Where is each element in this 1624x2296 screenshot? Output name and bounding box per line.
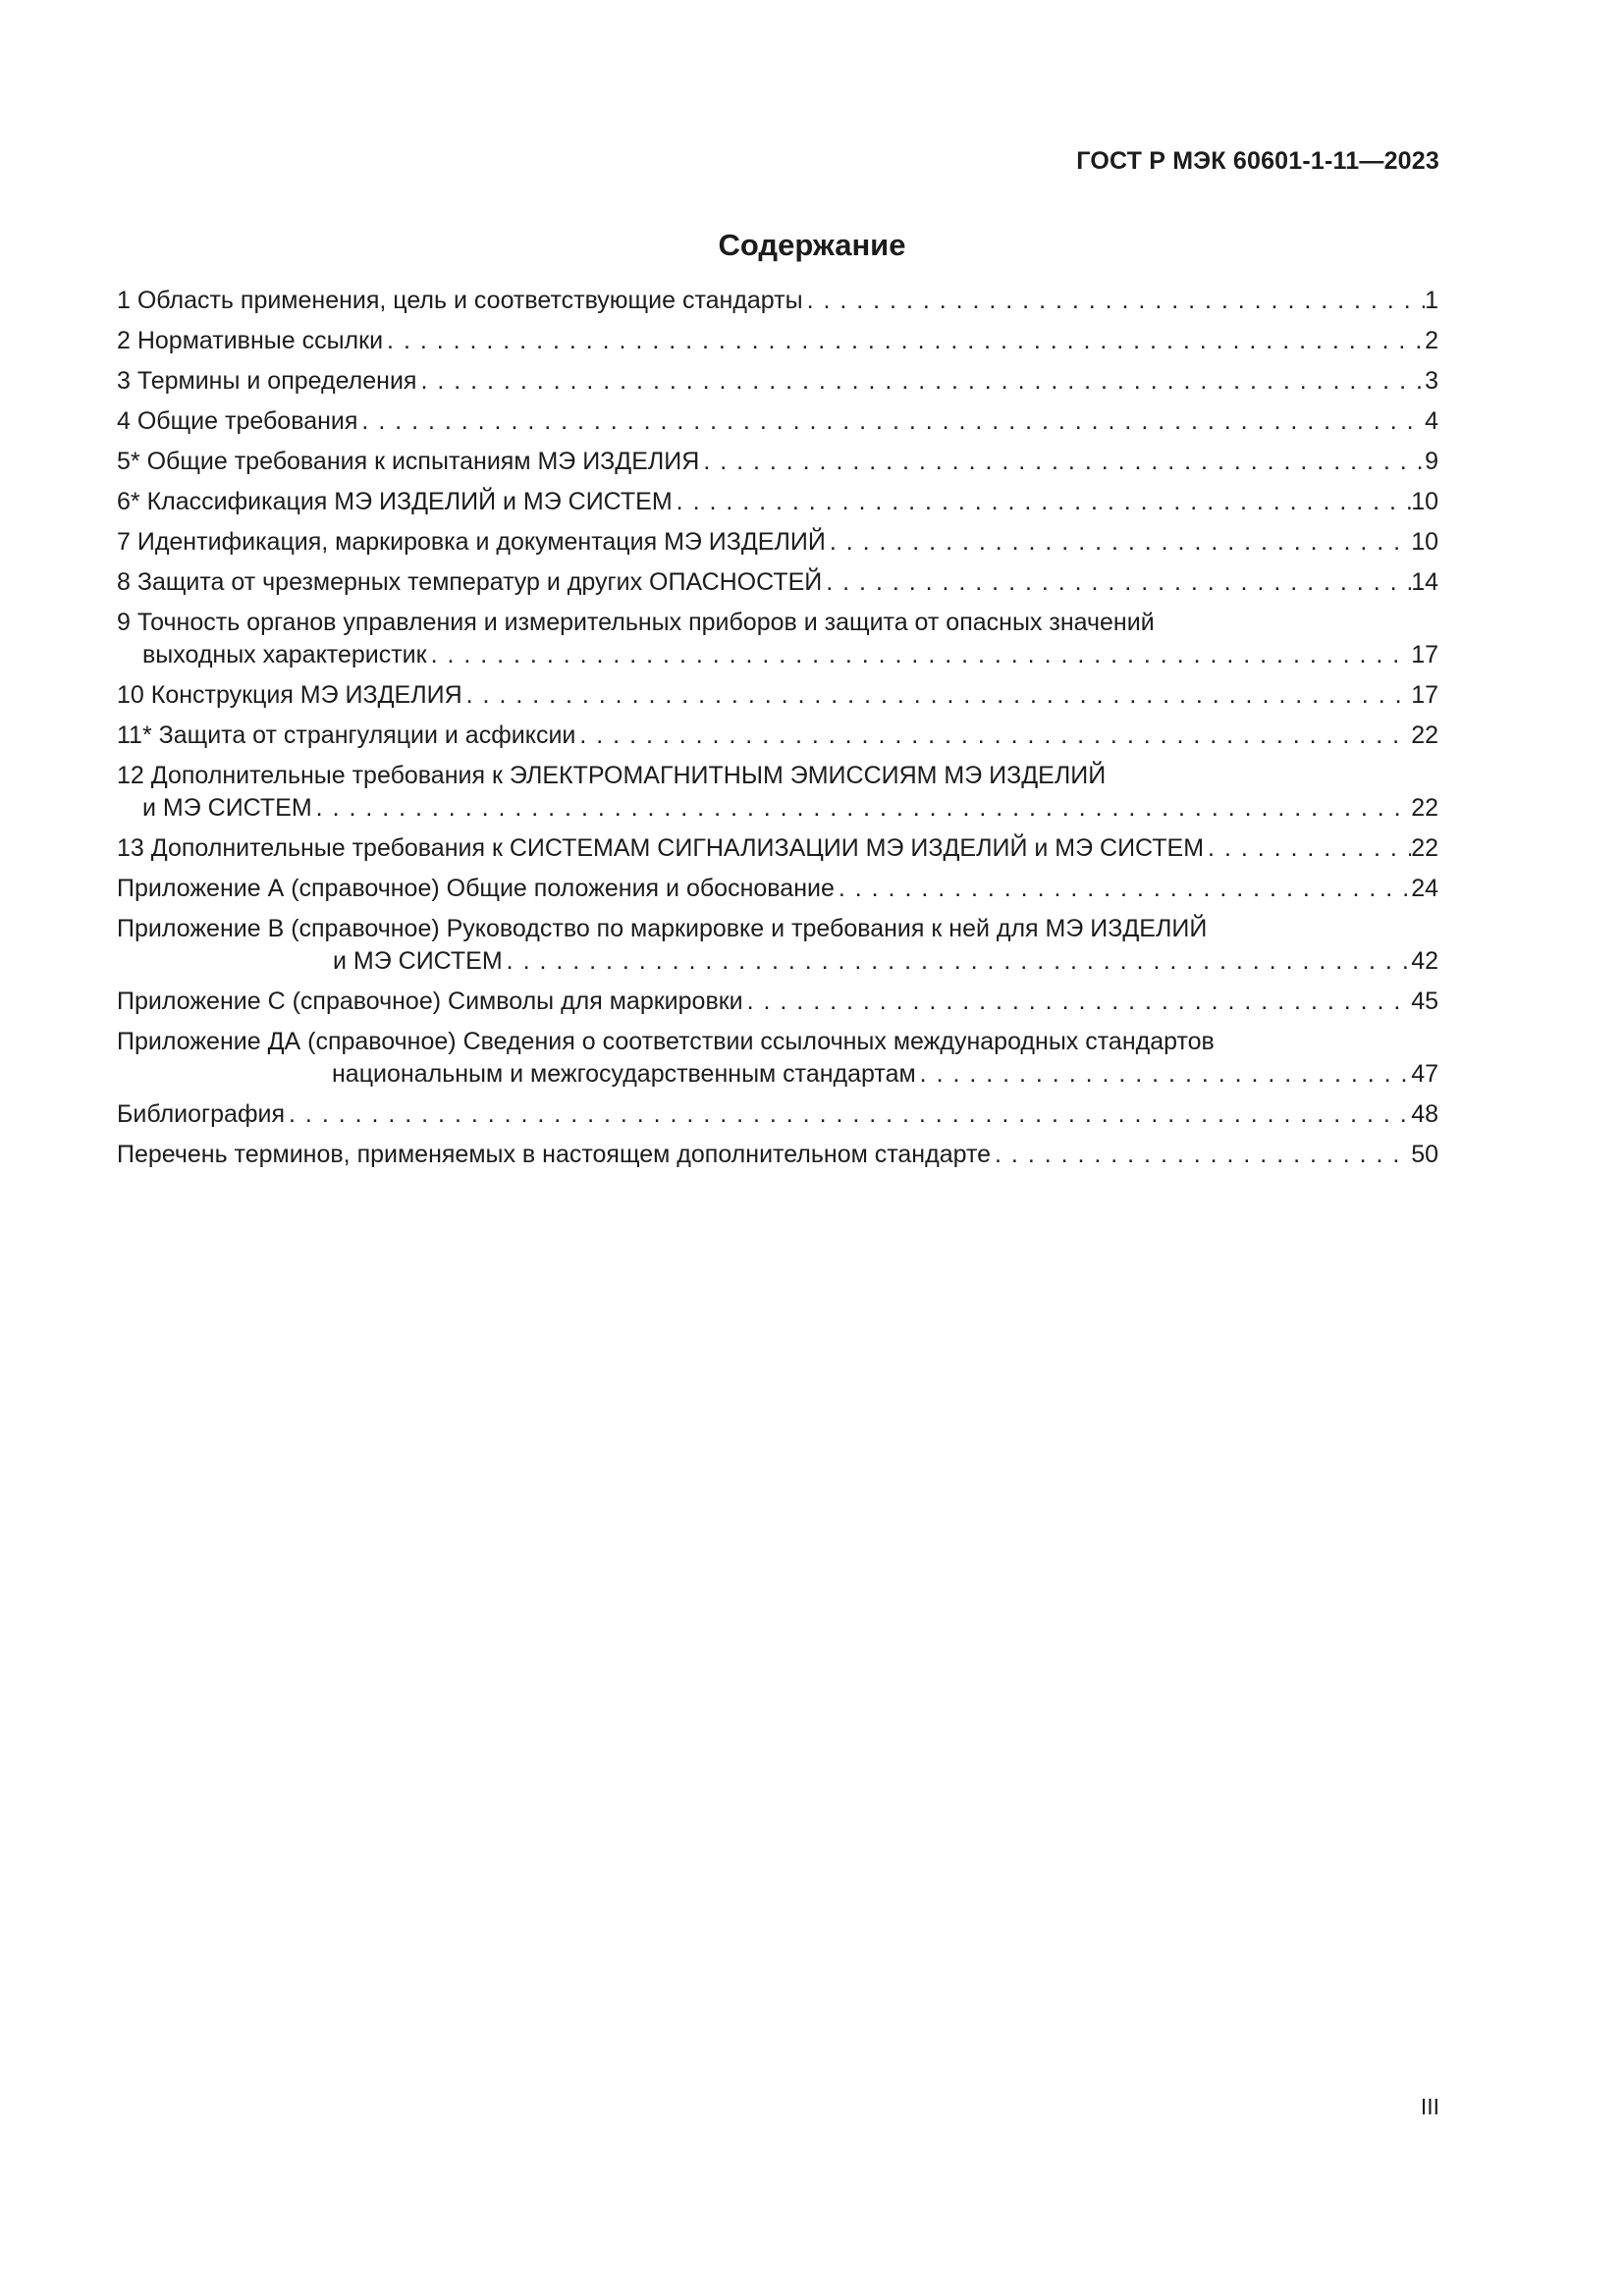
dot-leader [803, 285, 1426, 317]
toc-entry-page: 10 [1411, 488, 1438, 515]
toc-entry-page: 2 [1425, 327, 1438, 354]
dot-leader [357, 405, 1425, 438]
standard-designation: ГОСТ Р МЭК 60601-1-11—2023 [1076, 147, 1439, 175]
toc-entry-page: 50 [1411, 1141, 1438, 1168]
toc-entry-title: 8 Защита от чрезмерных температур и других ОПАСНОСТЕЙ [117, 568, 823, 596]
toc-entry-page: 17 [1411, 641, 1438, 668]
dot-leader [416, 365, 1425, 398]
toc-entry-page: 10 [1411, 528, 1438, 556]
toc-entry-title-continuation: выходных характеристик [142, 641, 427, 668]
toc-entry-title: Приложение В (справочное) Руководство по маркировке и требования к ней для МЭ ИЗДЕЛИЙ [117, 915, 1208, 942]
toc-entry-title: 1 Область применения, цель и соответствующие стандарты [117, 287, 803, 314]
toc-entry-title: 9 Точность органов управления и измерительных приборов и защита от опасных значений [117, 609, 1155, 636]
toc-entry-title: 6* Классификация МЭ ИЗДЕЛИЙ и МЭ СИСТЕМ [117, 488, 673, 515]
toc-entry-annex-c[interactable] [117, 986, 1438, 1018]
toc-entry-section-4[interactable] [117, 405, 1438, 438]
dot-leader [916, 1058, 1412, 1091]
toc-entry-page: 17 [1411, 681, 1438, 709]
toc-entry-title: Библиография [117, 1100, 286, 1128]
toc-entry-page: 1 [1425, 287, 1438, 314]
toc-entry-page: 48 [1411, 1100, 1438, 1128]
toc-entry-page: 24 [1411, 875, 1438, 902]
dot-leader [1204, 832, 1411, 865]
toc-entry-section-2[interactable] [117, 325, 1438, 357]
dot-leader [285, 1098, 1411, 1131]
toc-entry-annex-da[interactable] [117, 1026, 1438, 1091]
toc-entry-terms-index[interactable] [117, 1139, 1438, 1171]
toc-entry-title-continuation: национальным и межгосударственным стандартам [332, 1060, 916, 1088]
dot-leader [427, 639, 1412, 671]
toc-entry-page: 22 [1411, 834, 1438, 862]
toc-entry-title: Приложение ДА (справочное) Сведения о соответствии ссылочных международных стандартов [117, 1028, 1215, 1055]
toc-entry-page: 45 [1411, 988, 1438, 1015]
page-number: III [1420, 2094, 1439, 2119]
toc-entry-title: 10 Конструкция МЭ ИЗДЕЛИЯ [117, 681, 462, 709]
dot-leader [503, 945, 1412, 978]
toc-entry-section-12[interactable] [117, 760, 1438, 825]
toc-entry-title: 13 Дополнительные требования к СИСТЕМАМ СИГНАЛИЗАЦИИ МЭ ИЗДЕЛИЙ и МЭ СИСТЕМ [117, 834, 1205, 862]
dot-leader [835, 873, 1411, 905]
toc-entry-section-5[interactable] [117, 446, 1438, 478]
dot-leader [826, 526, 1411, 559]
toc-entry-title: 11* Защита от странгуляции и асфиксии [117, 721, 576, 749]
toc-entry-page: 3 [1425, 367, 1438, 395]
toc-entry-section-8[interactable] [117, 566, 1438, 599]
toc-entry-title: Перечень терминов, применяемых в настоящем дополнительном стандарте [117, 1141, 992, 1168]
toc-entry-section-3[interactable] [117, 365, 1438, 398]
toc-entry-section-13[interactable] [117, 832, 1438, 865]
toc-entry-title: Приложение С (справочное) Символы для маркировки [117, 988, 743, 1015]
toc-entry-page: 22 [1411, 794, 1438, 822]
toc-entry-annex-b[interactable] [117, 913, 1438, 978]
toc-entry-section-7[interactable] [117, 526, 1438, 559]
toc-entry-bibliography[interactable] [117, 1098, 1438, 1131]
toc-entry-page: 9 [1425, 448, 1438, 475]
toc-entry-page: 42 [1411, 947, 1438, 975]
toc-entry-page: 4 [1425, 407, 1438, 435]
dot-leader [991, 1139, 1411, 1171]
dot-leader [699, 446, 1425, 478]
toc-entry-title: 5* Общие требования к испытаниям МЭ ИЗДЕЛИЯ [117, 448, 700, 475]
dot-leader [673, 486, 1412, 518]
toc-entry-annex-a[interactable] [117, 873, 1438, 905]
table-of-contents [117, 285, 1438, 1179]
toc-entry-page: 14 [1411, 568, 1438, 596]
toc-entry-title: 2 Нормативные ссылки [117, 327, 384, 354]
dot-leader [575, 720, 1411, 752]
dot-leader [822, 566, 1411, 599]
toc-entry-section-6[interactable] [117, 486, 1438, 518]
dot-leader [383, 325, 1425, 357]
toc-entry-title: Приложение А (справочное) Общие положения и обоснование [117, 875, 835, 902]
toc-entry-section-10[interactable] [117, 679, 1438, 712]
toc-entry-title-continuation: и МЭ СИСТЕМ [333, 947, 503, 975]
toc-entry-page: 47 [1411, 1060, 1438, 1088]
toc-title: Содержание [718, 228, 906, 262]
toc-entry-section-1[interactable] [117, 285, 1438, 317]
dot-leader [743, 986, 1412, 1018]
dot-leader [312, 792, 1412, 825]
toc-entry-section-9[interactable] [117, 607, 1438, 671]
toc-entry-page: 22 [1411, 721, 1438, 749]
toc-entry-title-continuation: и МЭ СИСТЕМ [142, 794, 312, 822]
toc-entry-title: 12 Дополнительные требования к ЭЛЕКТРОМАГНИТНЫМ ЭМИССИЯМ МЭ ИЗДЕЛИЙ [117, 762, 1107, 789]
toc-entry-title: 7 Идентификация, маркировка и документация МЭ ИЗДЕЛИЙ [117, 528, 826, 556]
toc-entry-title: 4 Общие требования [117, 407, 358, 435]
toc-entry-title: 3 Термины и определения [117, 367, 417, 395]
toc-entry-section-11[interactable] [117, 720, 1438, 752]
dot-leader [462, 679, 1412, 712]
